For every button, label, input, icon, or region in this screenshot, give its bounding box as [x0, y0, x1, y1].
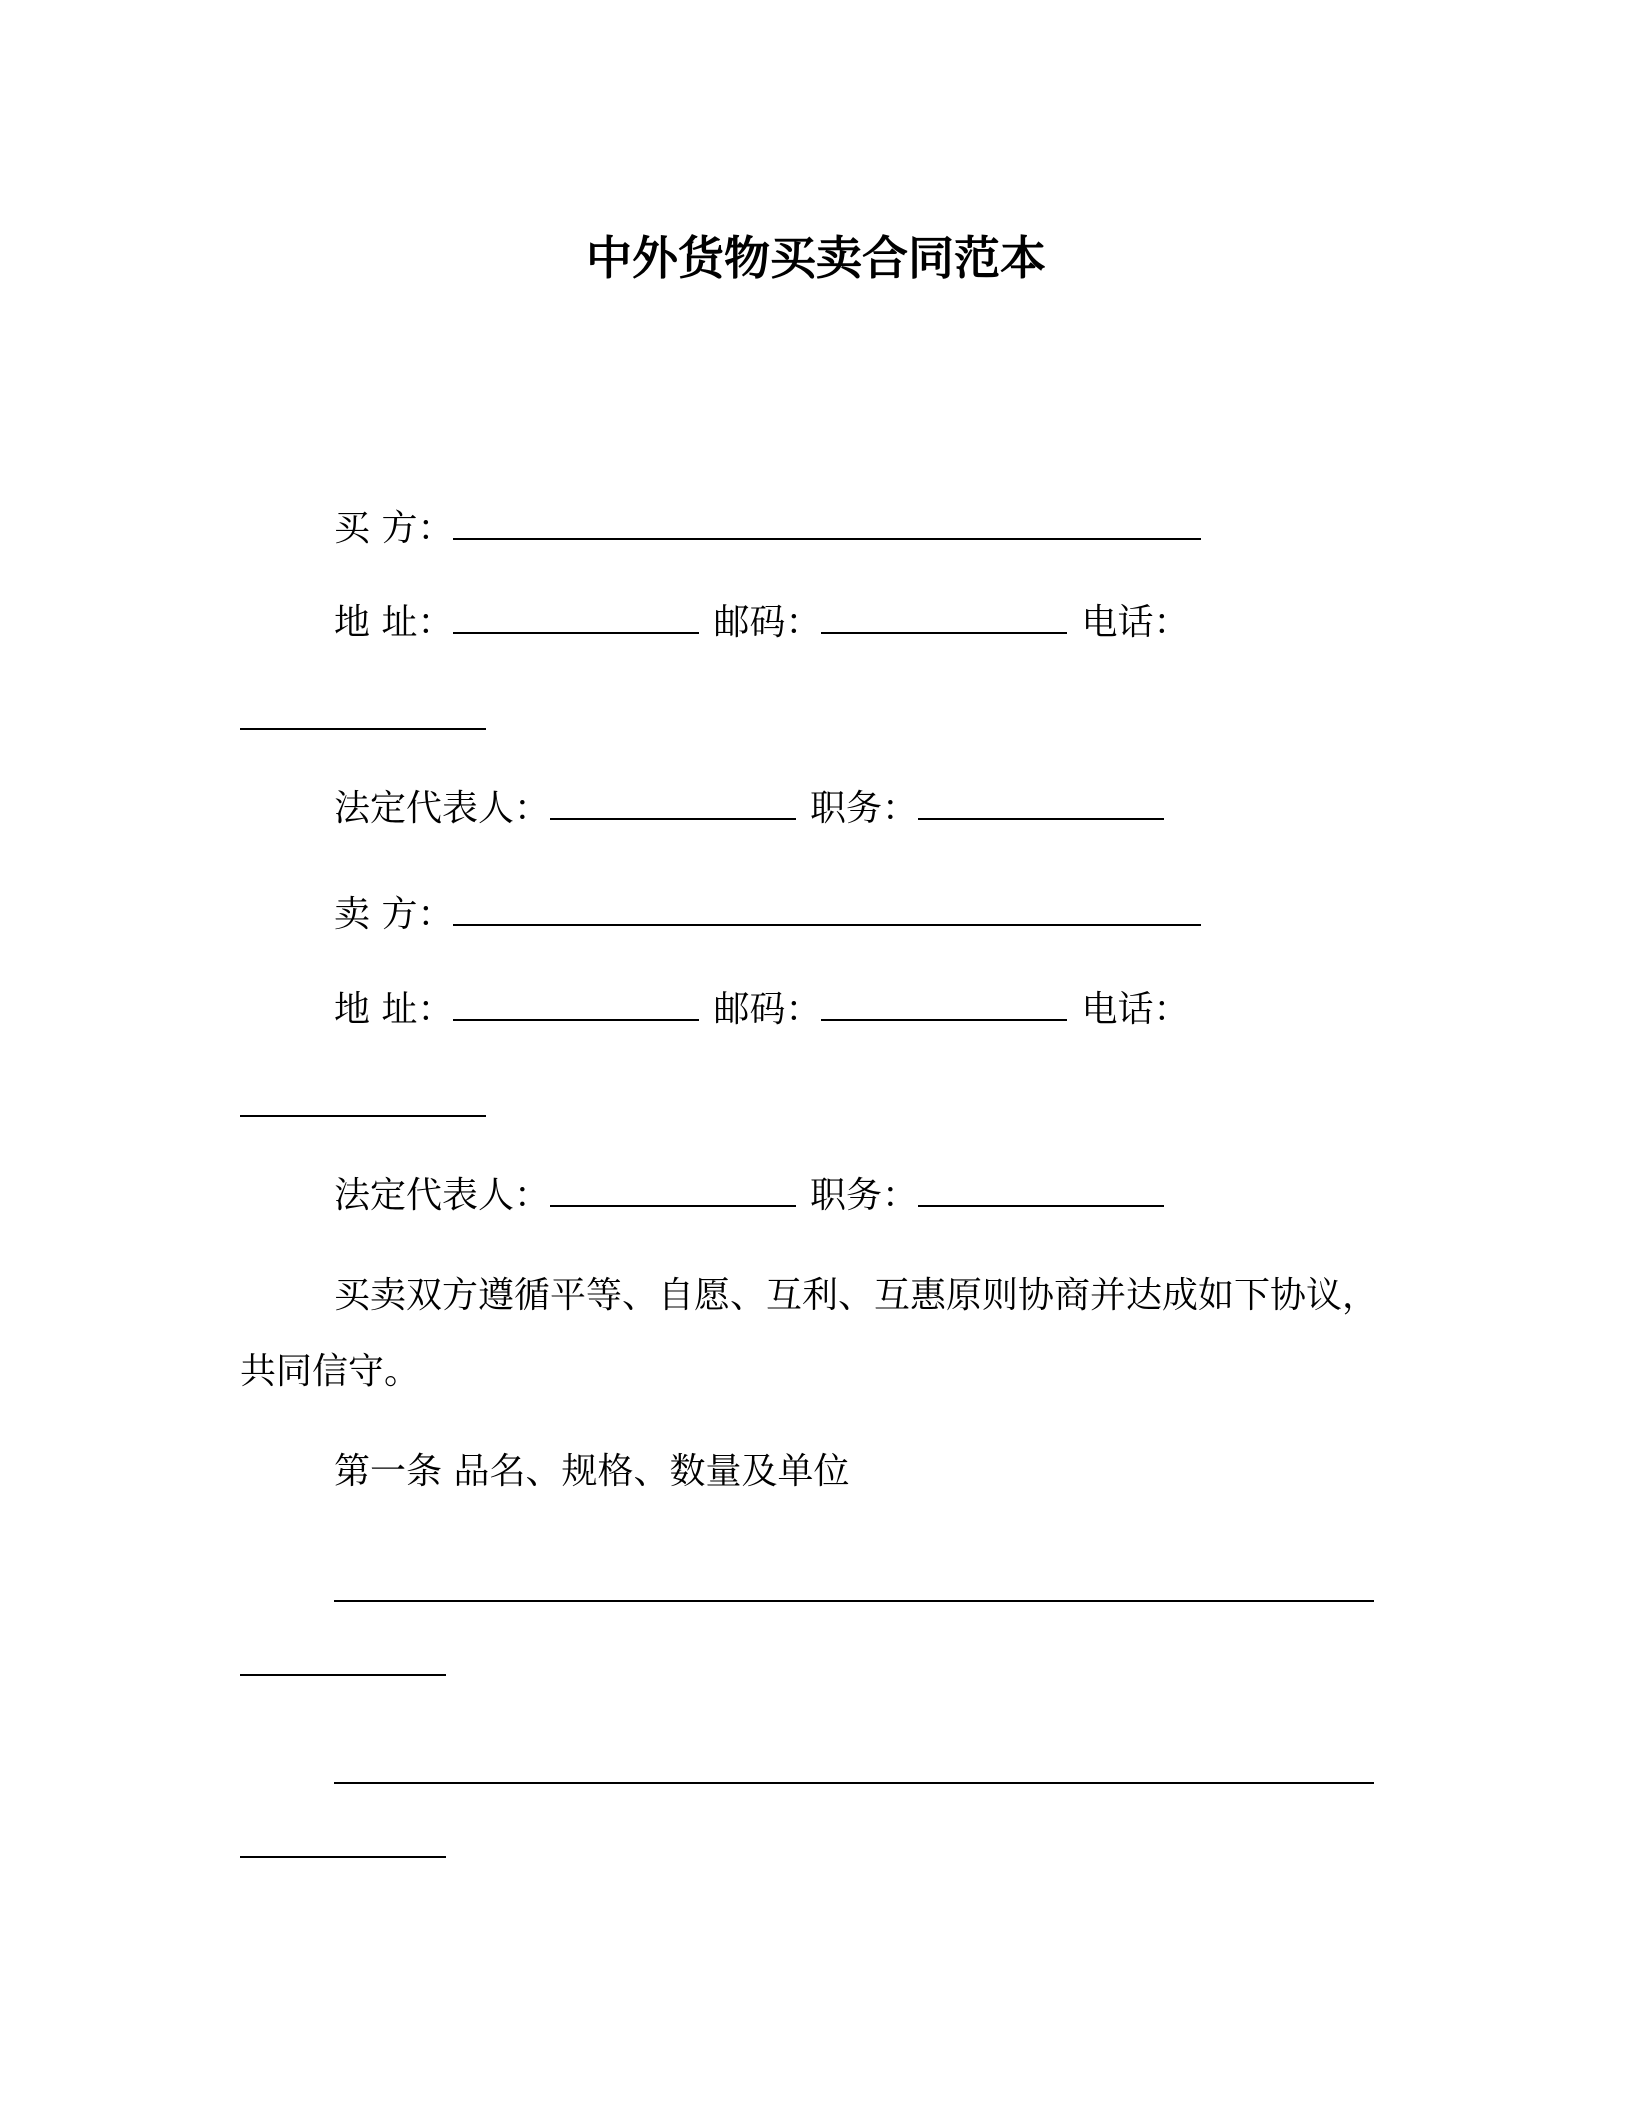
buyer-address-label: 地 址： — [334, 602, 454, 643]
article-1-blank-line-4 — [240, 1822, 446, 1871]
buyer-rep-blank[interactable] — [550, 784, 796, 820]
seller-address-line — [334, 985, 1189, 1034]
article-1-blank-1a[interactable] — [334, 1566, 1374, 1602]
buyer-label: 买 方： — [334, 508, 454, 549]
buyer-rep-line — [334, 784, 1164, 833]
seller-phone-blank[interactable] — [240, 1081, 486, 1117]
seller-label: 卖 方： — [334, 894, 454, 935]
buyer-phone-line — [240, 694, 486, 743]
article-1-blank-2b[interactable] — [240, 1822, 446, 1858]
seller-phone-label: 电话： — [1081, 989, 1190, 1030]
seller-phone-line — [240, 1081, 486, 1130]
buyer-position-label: 职务： — [810, 788, 919, 829]
article-1-heading: 第一条 品名、规格、数量及单位 — [334, 1451, 850, 1492]
agreement-line-2: 共同信守。 — [240, 1351, 421, 1392]
seller-line — [334, 890, 1201, 939]
article-1-blank-1b[interactable] — [240, 1640, 446, 1676]
buyer-address-line — [334, 598, 1189, 647]
article-1-blank-line-1 — [334, 1566, 1374, 1615]
seller-address-blank[interactable] — [453, 985, 699, 1021]
seller-postcode-blank[interactable] — [821, 985, 1067, 1021]
buyer-address-blank[interactable] — [453, 598, 699, 634]
seller-name-blank[interactable] — [453, 890, 1201, 926]
article-1-blank-line-2 — [240, 1640, 446, 1689]
seller-rep-blank[interactable] — [550, 1171, 796, 1207]
buyer-line — [334, 504, 1201, 553]
buyer-postcode-label: 邮码： — [713, 602, 822, 643]
seller-address-label: 地 址： — [334, 989, 454, 1030]
seller-rep-line — [334, 1171, 1164, 1220]
seller-postcode-label: 邮码： — [713, 989, 822, 1030]
buyer-phone-label: 电话： — [1081, 602, 1190, 643]
article-1-blank-2a[interactable] — [334, 1748, 1374, 1784]
buyer-phone-blank[interactable] — [240, 694, 486, 730]
buyer-position-blank[interactable] — [918, 784, 1164, 820]
buyer-name-blank[interactable] — [453, 504, 1201, 540]
seller-position-blank[interactable] — [918, 1171, 1164, 1207]
agreement-line-1: 买卖双方遵循平等、自愿、互利、互惠原则协商并达成如下协议， — [334, 1275, 1379, 1316]
buyer-postcode-blank[interactable] — [821, 598, 1067, 634]
seller-rep-label: 法定代表人： — [334, 1175, 551, 1216]
document-title: 中外货物买卖合同范本 — [586, 231, 1046, 285]
buyer-rep-label: 法定代表人： — [334, 788, 551, 829]
article-1-blank-line-3 — [334, 1748, 1374, 1797]
seller-position-label: 职务： — [810, 1175, 919, 1216]
